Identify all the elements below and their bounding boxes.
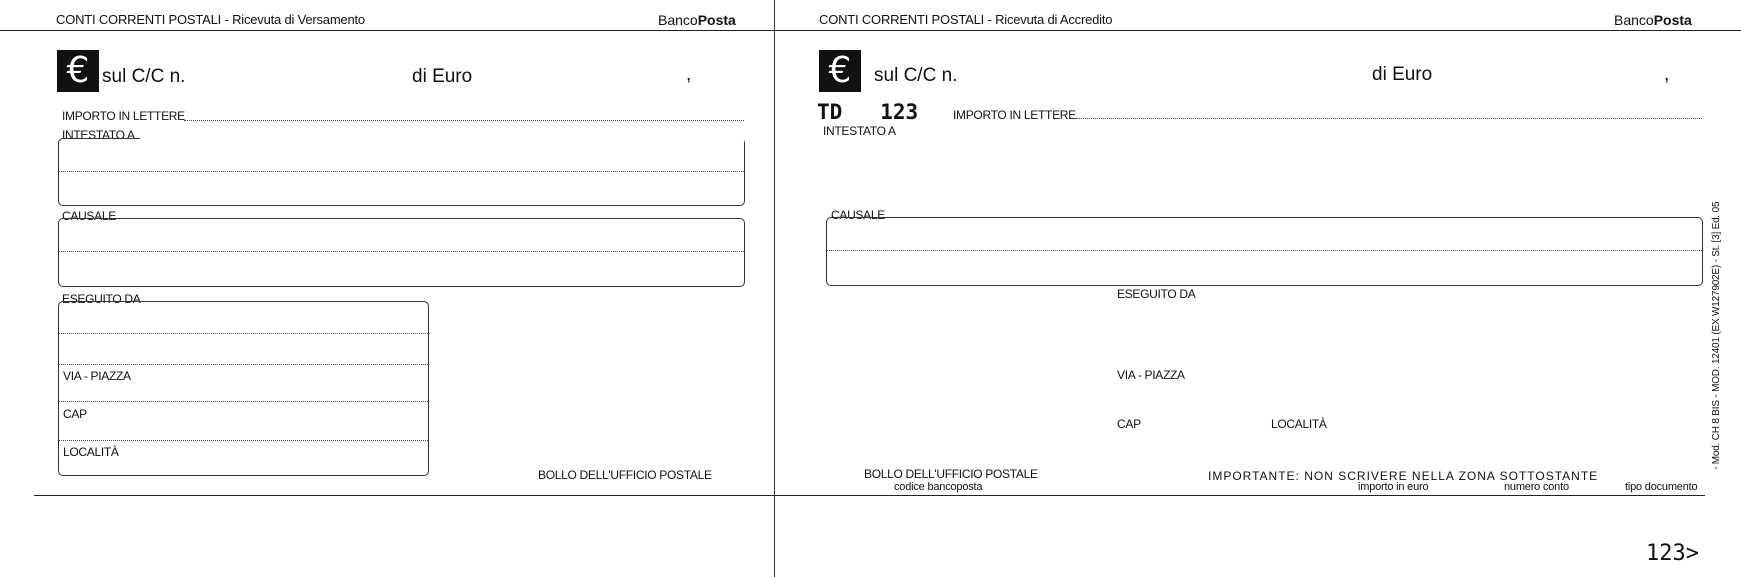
left-payer-line-2 (59, 364, 428, 365)
right-col-amount: importo in euro (1358, 481, 1429, 493)
left-amount-words-label: IMPORTO IN LETTERE (62, 109, 185, 123)
left-street-line (59, 401, 428, 402)
right-decimal-comma: , (1664, 64, 1670, 85)
left-holder-label: INTESTATO A (62, 128, 135, 142)
right-header-main: CONTI CORRENTI POSTALI (819, 12, 985, 27)
left-payer-line-1 (59, 333, 428, 334)
left-city-label: LOCALITÀ (63, 445, 119, 459)
left-zip-line (59, 440, 428, 441)
right-euro-label: di Euro (1372, 64, 1433, 85)
left-header-main: CONTI CORRENTI POSTALI (56, 12, 222, 27)
right-brand (1614, 12, 1692, 28)
left-holder-label-gap (140, 133, 744, 142)
right-street-label: VIA - PIAZZA (1117, 368, 1185, 382)
left-reason-label: CAUSALE (62, 209, 116, 223)
right-stamp-label: BOLLO DELL'UFFICIO POSTALE (864, 467, 1038, 481)
right-top-divider (775, 30, 1741, 31)
right-header-sub: - Ricevuta di Accredito (987, 12, 1113, 27)
right-euro-icon: € (819, 50, 861, 92)
right-ocr-code: 123> (1646, 541, 1699, 566)
right-reason-box[interactable] (826, 217, 1703, 286)
left-holder-line (59, 171, 744, 172)
right-city-label: LOCALITÀ (1271, 417, 1327, 431)
left-holder-box[interactable] (58, 138, 745, 206)
right-holder-label: INTESTATO A (823, 124, 896, 138)
left-decimal-comma: , (686, 64, 692, 85)
left-zip-label: CAP (63, 407, 87, 421)
right-amount-words-line (1076, 118, 1702, 119)
perforation-divider (774, 0, 775, 577)
left-reason-box[interactable] (58, 218, 745, 287)
left-header-title (56, 12, 365, 27)
left-brand-b: Posta (697, 12, 736, 28)
left-header-sub: - Ricevuta di Versamento (224, 12, 365, 27)
right-amount-words-label: IMPORTO IN LETTERE (953, 108, 1076, 122)
left-payer-label: ESEGUITO DA (62, 292, 141, 306)
right-reason-label: CAUSALE (831, 208, 885, 222)
right-col-account: numero conto (1504, 481, 1569, 493)
right-zip-label: CAP (1117, 417, 1141, 431)
left-account-label: sul C/C n. (102, 66, 186, 87)
right-brand-b: Posta (1653, 12, 1692, 28)
left-euro-label: di Euro (412, 66, 473, 87)
right-side-model-text: - Mod. CH 8 BIS - MOD. 12401 (EX W127902E) - St. [3] Ed. 05 (1711, 201, 1722, 470)
left-street-label: VIA - PIAZZA (63, 369, 131, 383)
right-stamp-sub: codice bancoposta (894, 481, 983, 493)
right-warning: IMPORTANTE: NON SCRIVERE NELLA ZONA SOTTOSTANTE (1208, 469, 1599, 483)
left-top-divider (0, 30, 774, 31)
left-amount-words-line (184, 120, 744, 121)
right-col-doctype: tipo documento (1625, 481, 1698, 493)
left-brand (658, 12, 736, 28)
right-payer-label: ESEGUITO DA (1117, 287, 1196, 301)
left-bottom-divider (34, 495, 774, 496)
left-stamp-label: BOLLO DELL'UFFICIO POSTALE (538, 468, 712, 482)
right-reason-line (827, 250, 1702, 251)
left-reason-line (59, 251, 744, 252)
left-euro-icon: € (57, 50, 99, 92)
right-brand-a: Banco (1614, 12, 1654, 28)
right-account-label: sul C/C n. (874, 65, 958, 86)
right-bottom-divider (775, 495, 1705, 496)
left-brand-a: Banco (658, 12, 698, 28)
right-header-title (819, 12, 1112, 27)
right-doc-code: TD 123 (817, 100, 919, 124)
